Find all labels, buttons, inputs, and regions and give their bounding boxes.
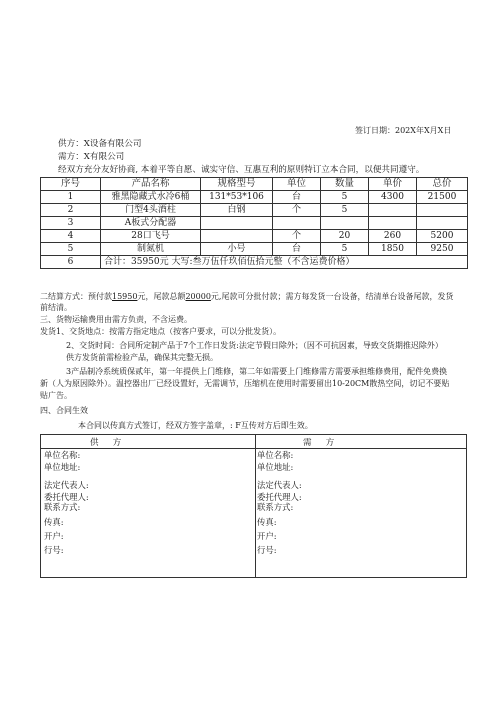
- supplier-company-name: 单位名称:: [44, 450, 81, 460]
- supplier-bank-no: 行号:: [44, 545, 64, 555]
- table-cell: 雅黑隐藏式水冷6桶: [101, 191, 201, 204]
- buyer-bank-no: 行号:: [257, 545, 277, 555]
- settlement-deposit: 15950: [112, 292, 138, 301]
- table-cell: 4300: [369, 191, 417, 204]
- table-cell: [369, 217, 417, 230]
- effect-title: 四、合同生效: [40, 406, 88, 415]
- effect-text: 本合同以传真方式签订，经双方签字盖章，: F互传对方后即生效。: [78, 421, 313, 430]
- table-cell: 9250: [417, 243, 468, 256]
- buyer-column-title: 需方: [303, 438, 349, 448]
- buyer-contact: 联系方式:: [257, 502, 294, 512]
- delivery-time-line: 2、交货时间：合同所定制产品于7个工作日发货:法定节假日除外；（因不可抗因素，导致交货期推迟除外）: [66, 341, 443, 350]
- table-cell: 20: [321, 230, 369, 243]
- table-cell: 131*53*106: [201, 191, 273, 204]
- table-cell: 28口飞号: [101, 230, 201, 243]
- table-cell: 个: [273, 204, 321, 217]
- table-row: [41, 204, 468, 217]
- table-cell: [321, 217, 369, 230]
- supplier-line: 供方：X设备有限公司: [58, 139, 142, 149]
- transport-line: 三、货物运输费用由需方负责，不含运费。: [40, 315, 192, 324]
- table-cell: 5: [321, 204, 369, 217]
- buyer-agent: 委托代理人:: [257, 492, 302, 502]
- intro-line: 经双方充分友好协商, 本着平等自愿、诚实守信、互惠互利的原则特订立本合同，以便共同遵守。: [58, 165, 425, 175]
- table-cell: 白钢: [201, 204, 273, 217]
- settlement-line: [40, 292, 453, 302]
- warranty-line-3: 贴广告。: [40, 391, 72, 400]
- table-cell: 21500: [417, 191, 468, 204]
- supplier-bank: 开户:: [44, 531, 64, 541]
- table-cell: [417, 204, 468, 217]
- supplier-legal-rep: 法定代表人:: [44, 480, 89, 490]
- signature-box: [40, 434, 467, 578]
- buyer-line: 需方：X有限公司: [58, 152, 125, 162]
- table-cell: 5: [321, 191, 369, 204]
- supplier-agent: 委托代理人:: [44, 492, 89, 502]
- table-cell: 1: [41, 191, 101, 204]
- table-row: [41, 230, 468, 243]
- settlement-balance: 20000: [185, 292, 211, 301]
- table-row: [41, 243, 468, 256]
- buyer-legal-rep: 法定代表人:: [257, 480, 302, 490]
- settlement-line-2: 前结清。: [40, 303, 72, 312]
- table-cell: 台: [273, 191, 321, 204]
- table-header-row: [41, 178, 468, 191]
- table-cell: 制氮机: [101, 243, 201, 256]
- table-cell: A板式分配器: [101, 217, 201, 230]
- header-cell: 单价: [369, 178, 417, 191]
- sign-date: 签订日期：202X年X月X日: [355, 126, 452, 135]
- table-cell: 台: [273, 243, 321, 256]
- table-cell: [369, 204, 417, 217]
- header-cell: 规格型号: [201, 178, 273, 191]
- header-cell: 产品名称: [101, 178, 201, 191]
- table-total-row: [41, 256, 468, 269]
- warranty-line: 3产品制冷系统质保贰年，第一年提供上门维修，第二年如需要上门维修需方需要承担维修费用，配件免费换: [66, 367, 448, 376]
- header-divider: [41, 448, 466, 449]
- items-table: [40, 177, 468, 269]
- header-cell: 数量: [321, 178, 369, 191]
- settlement-mid: 元，尾款总额: [137, 292, 186, 301]
- header-cell: 单位: [273, 178, 321, 191]
- table-cell: 门型4头酒柱: [101, 204, 201, 217]
- delivery-place-line: 发货1、交货地点：按需方指定地点（按客户要求，可以分批发货）。: [40, 327, 282, 336]
- buyer-company-name: 单位名称:: [257, 450, 294, 460]
- delivery-time-line-2: 供方发货前需检验产品，确保其完整无损。: [66, 353, 218, 362]
- table-cell: [201, 230, 273, 243]
- table-cell: 1850: [369, 243, 417, 256]
- buyer-company-address: 单位地址:: [257, 462, 294, 472]
- supplier-contact: 联系方式:: [44, 502, 81, 512]
- supplier-company-address: 单位地址:: [44, 462, 81, 472]
- table-cell: [273, 217, 321, 230]
- settlement-suffix: 元,尾款可分批付款；需方每发货一台设备，结清单台设备尾款，发货: [210, 292, 454, 301]
- table-cell: 6: [41, 256, 101, 269]
- table-cell: 5: [321, 243, 369, 256]
- buyer-fax: 传真:: [257, 517, 277, 527]
- table-cell: [417, 217, 468, 230]
- table-cell: 5200: [417, 230, 468, 243]
- settlement-prefix: 二结算方式：预付款: [40, 292, 112, 301]
- warranty-line-2: 新（人为原因除外）。温控器出厂已经设置好，无需调节，压缩机在使用时需要留出10-20CM散热空间，切记不要贴: [40, 379, 450, 388]
- supplier-fax: 传真:: [44, 517, 64, 527]
- column-divider: [255, 435, 256, 577]
- table-cell: 260: [369, 230, 417, 243]
- table-row: [41, 191, 468, 204]
- table-cell: [201, 217, 273, 230]
- table-cell: 2: [41, 204, 101, 217]
- table-cell: 4: [41, 230, 101, 243]
- table-row: [41, 217, 468, 230]
- supplier-column-title: 供方: [90, 438, 136, 448]
- total-cell: 合计：35950元 大写:叁万伍仟玖佰伍拾元整（不含运费价格）: [101, 256, 468, 269]
- header-cell: 总价: [417, 178, 468, 191]
- table-cell: 5: [41, 243, 101, 256]
- buyer-bank: 开户:: [257, 531, 277, 541]
- header-cell: 序号: [41, 178, 101, 191]
- table-cell: 个: [273, 230, 321, 243]
- table-cell: 3: [41, 217, 101, 230]
- table-cell: 小号: [201, 243, 273, 256]
